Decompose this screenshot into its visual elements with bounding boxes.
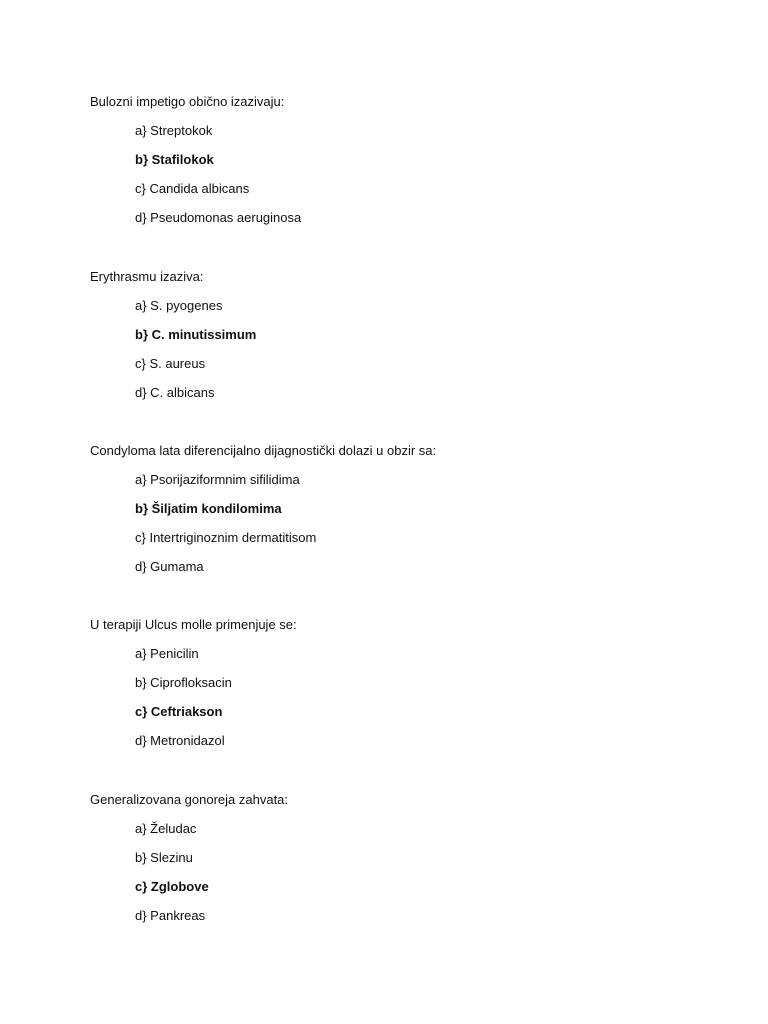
- question-text: Bulozni impetigo obično izazivaju:: [90, 94, 285, 109]
- answer-option-c: c} Candida albicans: [135, 181, 250, 196]
- answer-option-d: d} C. albicans: [135, 385, 215, 400]
- answer-option-d: d} Metronidazol: [135, 733, 225, 748]
- answer-option-a: a} S. pyogenes: [135, 298, 223, 313]
- question-text: Condyloma lata diferencijalno dijagnostički dolazi u obzir sa:: [90, 443, 437, 458]
- answer-option-a: a} Streptokok: [135, 123, 213, 138]
- question-4: [90, 615, 690, 751]
- answer-option-a: a} Psorijaziformnim sifilidima: [135, 472, 300, 487]
- answer-option-a: a} Želudac: [135, 821, 197, 836]
- answer-option-b: b} Ciprofloksacin: [135, 675, 232, 690]
- answer-option-c-correct: c} Ceftriakson: [135, 704, 223, 719]
- answer-option-b-correct: b} Šiljatim kondilomima: [135, 501, 282, 516]
- answer-option-b: b} Slezinu: [135, 850, 193, 865]
- question-2: [90, 267, 690, 403]
- question-text: U terapiji Ulcus molle primenjuje se:: [90, 617, 297, 632]
- answer-option-c: c} Intertriginoznim dermatitisom: [135, 530, 317, 545]
- answer-option-c-correct: c} Zglobove: [135, 879, 209, 894]
- question-1: [90, 92, 690, 228]
- answer-option-d: d} Gumama: [135, 559, 204, 574]
- answer-option-a: a} Penicilin: [135, 646, 199, 661]
- answer-option-c: c} S. aureus: [135, 356, 206, 371]
- answer-option-b-correct: b} C. minutissimum: [135, 327, 257, 342]
- question-text: Generalizovana gonoreja zahvata:: [90, 792, 289, 807]
- question-3: [90, 441, 690, 577]
- answer-option-d: d} Pankreas: [135, 908, 206, 923]
- question-text: Erythrasmu izaziva:: [90, 269, 204, 284]
- question-5: [90, 790, 690, 926]
- answer-option-b-correct: b} Stafilokok: [135, 152, 214, 167]
- answer-option-d: d} Pseudomonas aeruginosa: [135, 210, 302, 225]
